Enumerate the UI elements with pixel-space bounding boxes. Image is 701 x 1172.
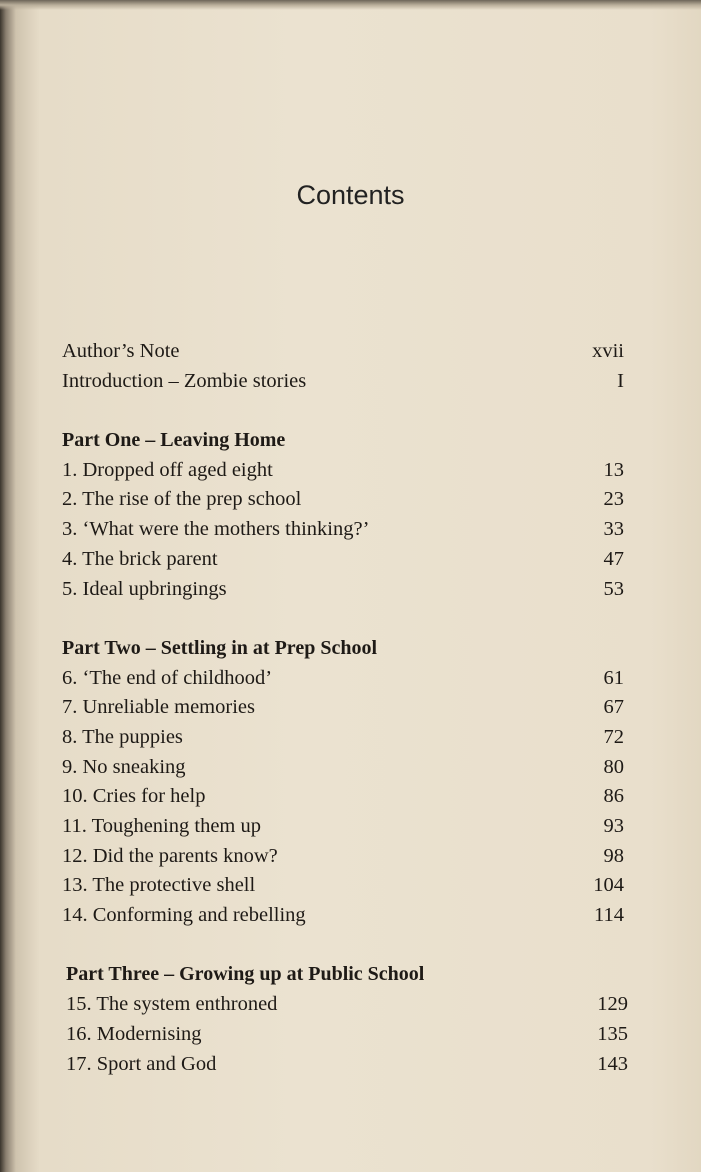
toc-entry — [62, 456, 624, 486]
part-title: Part Three – Growing up at Public School — [66, 963, 425, 986]
toc-entry — [62, 367, 624, 397]
entry-page: 67 — [603, 696, 624, 719]
entry-label: 16. Modernising — [66, 1022, 202, 1045]
entry-page: 72 — [603, 725, 624, 748]
toc-entry — [66, 1020, 628, 1050]
entry-label: 10. Cries for help — [62, 785, 206, 808]
toc-entry — [66, 1050, 628, 1080]
toc-entry — [62, 664, 624, 694]
toc-entry — [62, 901, 624, 931]
entry-page: 47 — [603, 547, 624, 570]
entry-page: xvii — [592, 340, 624, 362]
page-edge — [0, 0, 701, 10]
table-of-contents — [62, 337, 628, 1079]
toc-entry — [62, 485, 624, 515]
toc-entry — [62, 693, 624, 723]
entry-page: 33 — [603, 518, 624, 541]
part-title: Part One – Leaving Home — [62, 429, 286, 452]
entry-label: Author’s Note — [62, 340, 180, 362]
entry-page: 135 — [597, 1022, 628, 1045]
toc-entry — [62, 871, 624, 901]
toc-entry — [62, 515, 624, 545]
toc-entry — [62, 812, 624, 842]
entry-label: 3. ‘What were the mothers thinking?’ — [62, 518, 370, 541]
part-title: Part Two – Settling in at Prep School — [62, 636, 377, 659]
page-title: Contents — [296, 180, 405, 210]
toc-entry — [62, 337, 624, 367]
toc-entry — [66, 990, 628, 1020]
entry-page: 53 — [603, 577, 624, 600]
entry-label: 9. No sneaking — [62, 755, 186, 778]
toc-entry — [62, 753, 624, 783]
entry-label: 15. The system enthroned — [66, 993, 278, 1016]
entry-label: 8. The puppies — [62, 725, 183, 748]
entry-page: 23 — [603, 488, 624, 511]
entry-page: 143 — [597, 1052, 628, 1075]
toc-entry — [62, 782, 624, 812]
entry-label: 7. Unreliable memories — [62, 696, 255, 719]
toc-entry — [62, 545, 624, 575]
entry-label: 11. Toughening them up — [62, 815, 261, 837]
entry-page: 80 — [603, 755, 624, 778]
entry-label: 17. Sport and God — [66, 1052, 217, 1075]
part-heading — [66, 960, 628, 990]
entry-label: 1. Dropped off aged eight — [62, 458, 273, 481]
entry-label: 6. ‘The end of childhood’ — [62, 666, 273, 689]
entry-page: 104 — [593, 874, 624, 897]
toc-entry — [62, 842, 624, 872]
entry-page: 86 — [603, 785, 624, 808]
toc-entry — [62, 723, 624, 753]
toc-entry — [62, 575, 624, 605]
entry-label: 12. Did the parents know? — [62, 844, 278, 867]
entry-page: 114 — [594, 904, 624, 927]
entry-label: Introduction – Zombie stories — [62, 369, 307, 392]
entry-page: 93 — [603, 815, 624, 837]
entry-label: 5. Ideal upbringings — [62, 577, 227, 600]
entry-label: 2. The rise of the prep school — [62, 488, 302, 511]
entry-label: 14. Conforming and rebelling — [62, 904, 306, 927]
entry-page: I — [617, 369, 624, 392]
part-heading — [62, 634, 624, 664]
entry-page: 61 — [603, 666, 624, 689]
part-heading — [62, 426, 624, 456]
entry-page: 129 — [597, 993, 628, 1016]
entry-label: 4. The brick parent — [62, 547, 218, 570]
entry-page: 98 — [603, 844, 624, 867]
entry-page: 13 — [603, 458, 624, 481]
entry-label: 13. The protective shell — [62, 874, 256, 897]
